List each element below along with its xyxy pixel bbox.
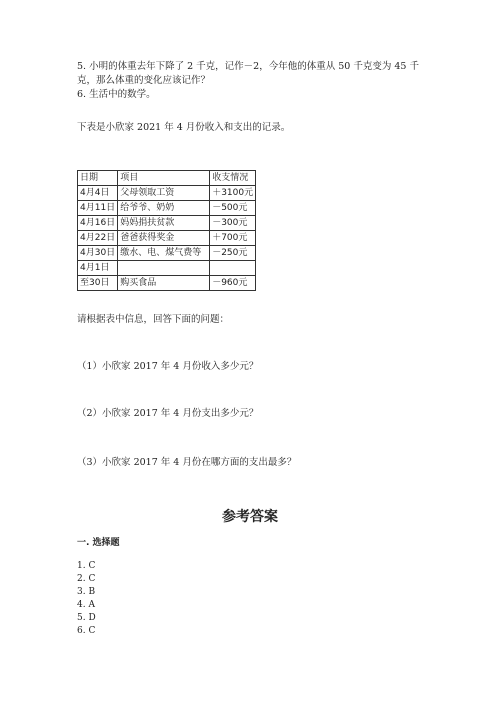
cell-date: 4月4日 xyxy=(78,186,118,201)
cell-item: 缴水、电、煤气费等 xyxy=(118,246,210,261)
question-prompt: 请根据表中信息，回答下面的问题： xyxy=(77,314,230,325)
table-row xyxy=(78,231,256,246)
question-5-line-1: 5. 小明的体重去年下降了 2 千克，记作－2，今年他的体重从 50 千克变为 45 千 xyxy=(77,61,419,72)
question-6: 6. 生活中的数学。 xyxy=(77,89,156,100)
answer-item: 4. A xyxy=(77,600,95,610)
answer-section-heading: 一. 选择题 xyxy=(77,538,120,548)
header-amount: 收支情况 xyxy=(210,171,256,186)
cell-item: 购买食品 xyxy=(118,276,210,291)
cell-amount xyxy=(210,261,256,276)
cell-date: 至30日 xyxy=(78,276,118,291)
cell-amount: －300元 xyxy=(210,216,256,231)
cell-item: 爸爸获得奖金 xyxy=(118,231,210,246)
table-row xyxy=(78,276,256,291)
cell-item: 父母领取工资 xyxy=(118,186,210,201)
table-intro: 下表是小欣家 2021 年 4 月份收入和支出的记录。 xyxy=(77,122,291,133)
cell-date: 4月16日 xyxy=(78,216,118,231)
table-header-row xyxy=(78,171,256,186)
answer-item: 2. C xyxy=(77,574,96,584)
table-row xyxy=(78,246,256,261)
cell-amount: －250元 xyxy=(210,246,256,261)
answer-item: 5. D xyxy=(77,613,96,623)
income-expense-table xyxy=(77,170,256,291)
header-date: 日期 xyxy=(78,171,118,186)
sub-question-3: （3）小欣家 2017 年 4 月份在哪方面的支出最多？ xyxy=(77,457,297,468)
answer-item: 6. C xyxy=(77,626,96,636)
question-5-line-2: 克，那么体重的变化应该记作？ xyxy=(77,75,211,86)
table-row xyxy=(78,201,256,216)
cell-item: 妈妈捐扶贫款 xyxy=(118,216,210,231)
cell-amount: －500元 xyxy=(210,201,256,216)
cell-amount: －960元 xyxy=(210,276,256,291)
sub-question-1: （1）小欣家 2017 年 4 月份收入多少元？ xyxy=(77,361,259,372)
sub-question-2: （2）小欣家 2017 年 4 月份支出多少元？ xyxy=(77,408,259,419)
cell-item: 给爷爷、奶奶 xyxy=(118,201,210,216)
table-row xyxy=(78,261,256,276)
table-row xyxy=(78,186,256,201)
answer-item: 1. C xyxy=(77,561,96,571)
table-row xyxy=(78,216,256,231)
cell-date: 4月22日 xyxy=(78,231,118,246)
cell-date: 4月11日 xyxy=(78,201,118,216)
header-item: 项目 xyxy=(118,171,210,186)
cell-amount: ＋3100元 xyxy=(210,186,256,201)
answer-item: 3. B xyxy=(77,587,96,597)
cell-date: 4月1日 xyxy=(78,261,118,276)
cell-amount: ＋700元 xyxy=(210,231,256,246)
cell-item xyxy=(118,261,210,276)
cell-date: 4月30日 xyxy=(78,246,118,261)
answer-key-title: 参考答案 xyxy=(222,509,278,525)
